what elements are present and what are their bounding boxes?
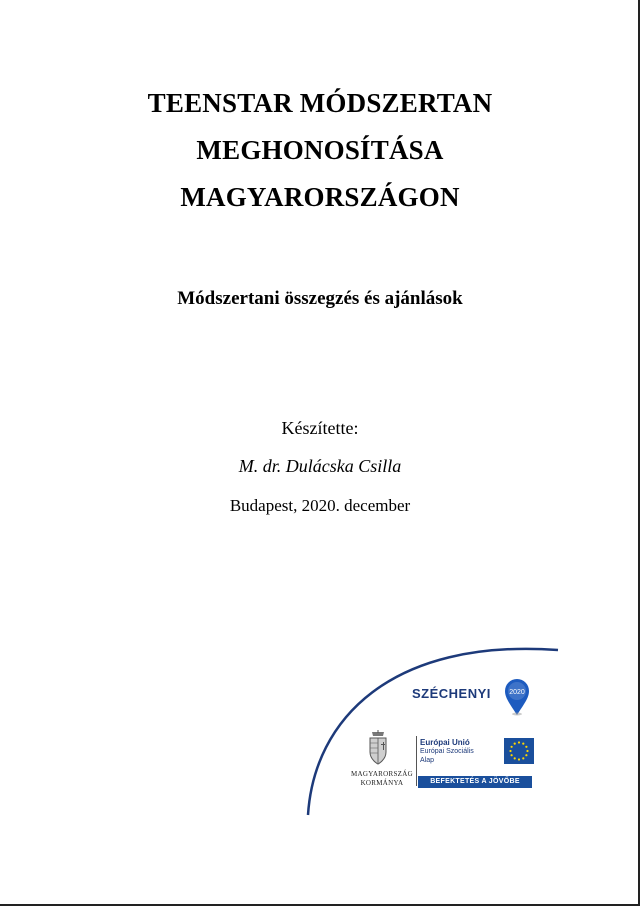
made-by-label: Készítette: [281, 418, 359, 438]
eu-line-1: Európai Unió [420, 738, 470, 747]
invest-banner: BEFEKTETÉS A JÖVŐBE [418, 776, 532, 788]
eu-flag-icon [504, 738, 534, 764]
document-title [0, 80, 640, 221]
government-line-2: KORMÁNYA [360, 779, 404, 787]
szechenyi-logo-text: SZÉCHENYI [412, 686, 491, 701]
eu-logo-text [420, 738, 474, 765]
author-name: M. dr. Dulácska Csilla [238, 456, 402, 476]
title-line-3: MAGYARORSZÁGON [180, 182, 460, 212]
eu-line-3: Alap [420, 757, 435, 764]
szechenyi-pin-icon [504, 678, 530, 716]
government-line-1: MAGYARORSZÁG [351, 770, 413, 778]
szechenyi-year: 2020 [509, 689, 525, 696]
title-line-2: MEGHONOSÍTÁSA [196, 135, 444, 165]
place-date: Budapest, 2020. december [229, 496, 411, 515]
government-logo-text [344, 770, 420, 788]
document-subtitle: Módszertani összegzés és ajánlások [177, 288, 463, 309]
logo-divider [416, 736, 417, 786]
funding-logo-block [300, 630, 570, 820]
eu-line-2: Európai Szociális [420, 748, 474, 755]
coat-of-arms-icon [368, 730, 388, 766]
title-line-1: TEENSTAR MÓDSZERTAN [147, 88, 493, 118]
logo-arc [300, 630, 570, 820]
